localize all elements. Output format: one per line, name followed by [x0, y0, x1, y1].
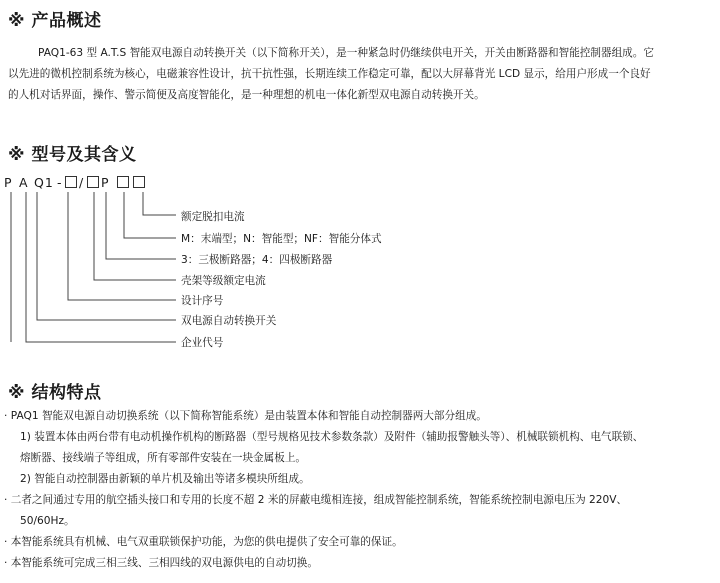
- meaning-design-number: 设计序号: [181, 295, 224, 307]
- meaning-poles: 3：三极断路器；4：四极断路器: [181, 254, 333, 266]
- meaning-company-code: 企业代号: [181, 337, 224, 349]
- structure-line-4: 2) 智能自动控制器由新颖的单片机及输出等诸多模块所组成。: [20, 473, 310, 485]
- overview-line-2: 以先进的微机控制系统为核心，电磁兼容性设计，抗干抗性强，长期连续工作稳定可靠，配以大屏幕背光 LCD 显示，给用户形成一个良好: [8, 68, 651, 80]
- structure-line-6: 50/60Hz。: [20, 515, 75, 527]
- meaning-type: M：末端型；N：智能型；NF：智能分体式: [181, 233, 382, 245]
- structure-line-3: 熔断器、接线端子等组成，所有零部件安装在一块金属板上。: [20, 452, 307, 464]
- meaning-rated-trip-current: 额定脱扣电流: [181, 211, 245, 223]
- meaning-frame-current: 壳架等级额定电流: [181, 275, 266, 287]
- code-slash: /: [79, 175, 85, 190]
- overview-line-1: PAQ1-63 型 A.T.S 智能双电源自动转换开关（以下简称开关），是一种紧急时仍继续供电开关，开关由断路器和智能控制器组成。它: [38, 47, 654, 59]
- structure-line-7: · 本智能系统具有机械、电气双重联锁保护功能，为您的供电提供了安全可靠的保证。: [4, 536, 403, 548]
- code-p: P: [4, 175, 13, 190]
- section-title-model: ※ 型号及其含义: [8, 145, 137, 165]
- structure-line-1: · PAQ1 智能双电源自动切换系统（以下简称智能系统）是由装置本体和智能自动控制器两大部分组成。: [4, 410, 487, 422]
- code-p2: P: [101, 175, 110, 190]
- overview-line-3: 的人机对话界面，操作、警示简便及高度智能化，是一种理想的机电一体化新型双电源自动转换开关。: [8, 89, 485, 101]
- section-title-structure: ※ 结构特点: [8, 383, 102, 403]
- section-title-overview: ※ 产品概述: [8, 11, 102, 31]
- code-q1: Q1: [34, 175, 54, 190]
- structure-line-8: · 本智能系统可完成三相三线、三相四线的双电源供电的自动切换。: [4, 557, 318, 569]
- meaning-ats: 双电源自动转换开关: [181, 315, 277, 327]
- code-a: A: [19, 175, 29, 190]
- code-dash: -: [57, 175, 63, 190]
- structure-line-5: · 二者之间通过专用的航空插头接口和专用的长度不超 2 米的屏蔽电缆相连接，组成智能控制系统，智能系统控制电源电压为 220V、: [4, 494, 628, 506]
- structure-line-2: 1) 装置本体由两台带有电动机操作机构的断路器（型号规格见技术参数条款）及附件（辅助报警触头等）、机械联锁机构、电气联锁、: [20, 431, 644, 443]
